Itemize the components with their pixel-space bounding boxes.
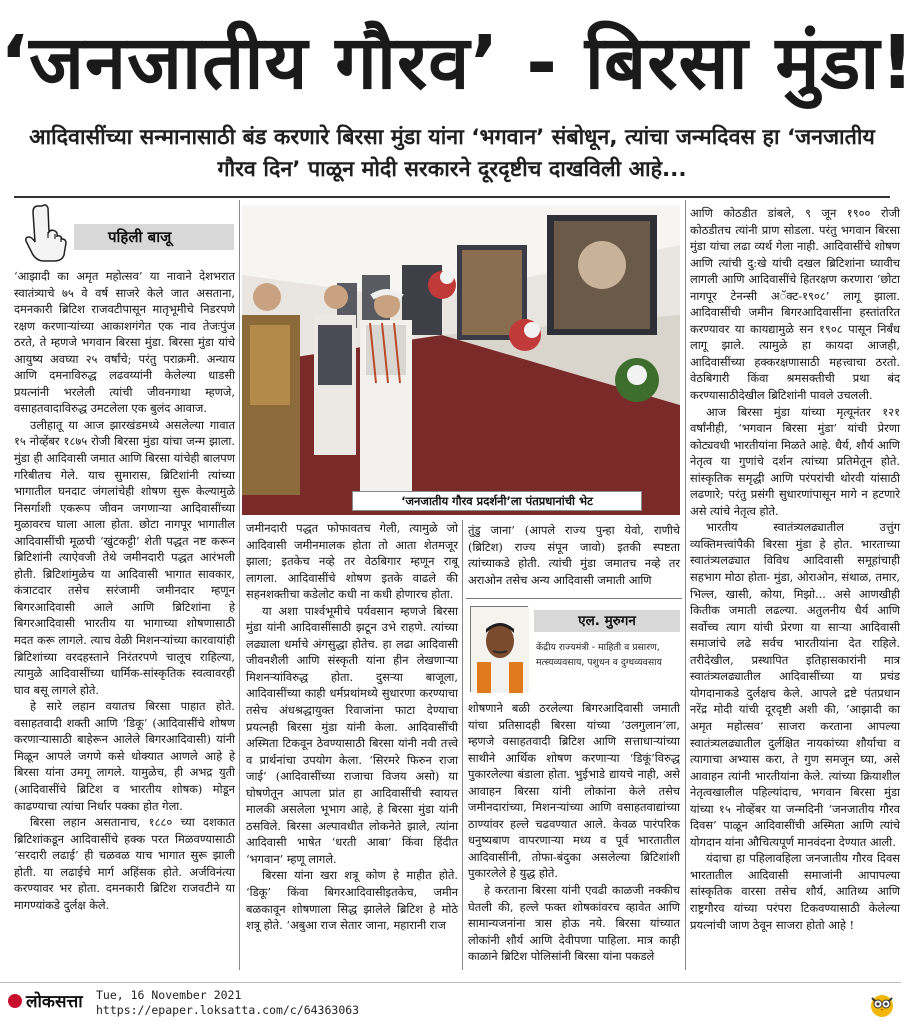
column-title-box (14, 200, 236, 266)
publication-date: Tue, 16 November 2021 (96, 988, 242, 1002)
paragraph: तुंडु जाना’ (आपले राज्य पुन्हा येवो, राणीचे (ब्रिटिश) राज्य संपून जावो) इतकी स्पष्टता त्यांच्याकडे होती. त्यांची मुंडा जमातच नव्हे तर अराओन तसेच अन्य आदिवासी जमाती आणि (468, 523, 680, 587)
owl-mascot-icon[interactable] (868, 990, 896, 1018)
subheadline: आदिवासींच्या सन्मानासाठी बंड करणारे बिरसा मुंडा यांना ‘भगवान’ संबोधून, त्यांचा जन्मदिवस हा ‘जनजातीय गौरव दिन’ पाळून मोदी सरकारने दूरदृष्टीच दाखविली आहे... (29, 125, 875, 182)
article-column-2 (246, 520, 458, 968)
paragraph: उलीहातू या आज झारखंडमध्ये असलेल्या गावात १५ नोव्हेंबर १८७५ रोजी बिरसा मुंडा यांचा जन्म झाला. मुंडा ही आदिवासी जमात आणि बिरसा यांचेही बालपण गरिबीतच गेले. याच सुमारास, ब्रिटिशांनी त्यांच्या भागातील घनदाट जंगलांचेही शोषण सुरू केल्यामुळे निसर्गाशी एकरूप जीवन जगणाऱ्या आदिवासींच्या मुळावरच घाला आला होता. छोटा नागपूर भागातील आदिवासींची मूळची ‘खुंटकट्टी’ शेती पद्धत नष्ट करून ब्रिटिशांनी त्याऐवजी तेथे जमीनदारी पद्धत आरंभली होती. ब्रिटिशांमुळेच या आदिवासी भागात सावकार, कंत्राटदार तसेच सरंजामी जमीनदार म्हणून बिगरआदिवासी आले आणि ब्रिटिशांना हे बिगरआदिवासी भारतीय या भागाच्या शोषणासाठी मदत करू लागले. त्याच वेळी मिशनऱ्यांच्या कारवायांही ब्रिटिशांच्या वरदहस्ताने निरंतरपणे चालूच राहिल्या, त्यामुळे आदिवासींच्या धार्मिक-सांस्कृतिक स्वत्वावरही घाव बसू लागले होते. (14, 417, 235, 697)
logo-text: लोकसत्ता (26, 992, 83, 1012)
author-box (466, 604, 682, 696)
footer-divider (0, 982, 901, 983)
paragraph: शोषणाने बळी ठरलेल्या बिगरआदिवासी जमाती यांचा प्रतिसादही बिरसा यांच्या ‘उलगुलान’ला, म्हणजे वसाहतवादी ब्रिटिश आणि सत्ताधाऱ्यांच्या साथीने आर्थिक शोषण करणाऱ्या ‘डिकूं’विरुद्ध पुकारलेल्या बंडाला होता. भुईभाडे द्यायचे नाही, असे आवाहन बिरसा यांनी लोकांना केले तसेच जमीनदारांच्या, मिशनऱ्यांच्या आणि वसाहतवाद्यांच्या ठाण्यांवर हल्ले चढवण्यात आले. केवळ पारंपरिक धनुष्यबाण वापरणाऱ्या मध्य व पूर्व भारतातील आदिवासींनी, तोफा-बंदुका असलेल्या ब्रिटिशांशी पुकारलेले हे युद्ध होते. (468, 701, 680, 881)
article-column-3-top (468, 522, 680, 587)
paragraph: यंदाचा हा पहिलावहिला जनजातीय गौरव दिवस भारतातील आदिवासी समाजांनी आपापल्या सांस्कृतिक वारसा तसेच शौर्य, आतिथ्य आणि राष्ट्रगौरव यांच्या परंपरा टिकवण्यासाठी केलेल्या प्रयत्नांची जाण ठेवून साजरा होतो आहे ! (690, 851, 900, 932)
publication-logo[interactable] (8, 988, 90, 1016)
column-divider (462, 520, 463, 970)
epaper-link[interactable]: https://epaper.loksatta.com/c/64363063 (96, 1003, 360, 1017)
author-portrait-icon (471, 607, 529, 693)
author-name: एल. मुरुगन (534, 610, 680, 632)
paragraph: आज बिरसा मुंडा यांच्या मृत्यूनंतर १२१ वर्षांनीही, ‘भगवान बिरसा मुंडा’ यांची प्रेरणा कोट्यवधी भारतीयांना मिळते आहे. धैर्य, शौर्य आणि नेतृत्व या गुणांचे दर्शन त्यांच्या प्रतिमेतून होते. सांस्कृतिक समृद्धी आणि परंपरांची थोरवी यांसाठी लढणारे; परंतु प्रसंगी सुधारणांपासून मागे न हटणारे असे त्यांचे नेतृत्व होते. (690, 404, 900, 518)
author-divider (466, 598, 682, 599)
article-column-1 (14, 268, 235, 968)
exhibition-photo-image (242, 205, 680, 515)
paragraph: हे करताना बिरसा यांनी एवढी काळजी नक्कीच घेतली की, हल्ले फक्त शोषकांवरच व्हावेत आणि सामान्यजनांना त्रास होऊ नये. बिरसा यांच्यात लोकांनी शौर्य आणि देवीपणा पाहिला. मात्र काही काळाने ब्रिटिश पोलिसांनी बिरसा यांना पकडले (468, 883, 680, 964)
paragraph: जमीनदारी पद्धत फोफावतच गेली, त्यामुळे जो आदिवासी जमीनमालक होता तो आता शेतमजूर झाला; इतकेच नव्हे तर वेठबिगार म्हणून राबू लागला. आदिवासींचे शोषण इतके वाढले की सहनशक्तीचा कडेलोट कधी ना कधी होणारच होता. (246, 521, 458, 602)
pointing-hand-icon (22, 202, 70, 264)
column-divider (685, 200, 686, 970)
paragraph: बिरसा लहान असतानाच, १८८० च्या दशकात ब्रिटिशांकडून आदिवासींचे हक्क परत मिळवण्यासाठी ‘सरदारी लढाई’ ही चळवळ याच भागात सुरू झाली होती. या लढाईचे मार्ग अहिंसक होते. अर्जविनंत्या करण्यावर भर होता. दमनकारी ब्रिटिश राजवटीने या मागण्यांकडे दुर्लक्ष केले. (14, 815, 235, 912)
paragraph: ‘आझादी का अमृत महोत्सव’ या नावाने देशभरात स्वातंत्र्याचे ७५ वे वर्ष साजरे केले जात असताना, दमनकारी ब्रिटिश राजवटीपासून मातृभूमीचे निडरपणे रक्षण करणाऱ्यांच्या आकाशगंगेत एक नाव तेजःपुंज ठरते, ते म्हणजे भगवान बिरसा मुंडा. बिरसा मुंडा यांचे आयुष्य अवघ्या २५ वर्षांचे; परंतु पराक्रमी. अन्याय आणि दमनाविरुद्ध लढवय्यांनी केलेल्या धाडसी प्रयत्नांनी भरलेली त्यांची जीवनगाथा म्हणजे, वसाहतवादाविरुद्ध उमटलेला एक बुलंद आवाज. (14, 269, 235, 416)
logo-mark-icon (8, 994, 22, 1008)
paragraph: बिरसा यांना खरा शत्रू कोण हे माहीत होते. ‘डिकू’ किंवा बिगरआदिवासीइतकेच, जमीन बळकावून शोषणाला सिद्ध झालेले ब्रिटिश हे मोठे शत्रू होते. ‘अबुआ राज सेतार जाना, महारानी राज (246, 868, 458, 933)
top-divider (14, 196, 890, 198)
paragraph: भारतीय स्वातंत्र्यलढ्यातील उत्तुंग व्यक्तिमत्त्वांपैकी बिरसा मुंडा हे होत. भारताच्या स्वातंत्र्यलढ्यात विविध आदिवासी समूहांचाही सहभाग मोठा होता- मुंडा, ओराओन, संथाळ, तमार, भिल्ल, खासी, कोया, मिझो... असे आणखीही कितीक जमाती लढल्या. अतुलनीय धैर्य आणि सर्वोच्च त्याग यांची प्रेरणा या साऱ्या आदिवासी समाजांचे लढे सर्वच भारतीयांना देत राहिले. तरीदेखील, प्रस्थापित इतिहासकारांनी मात्र स्वातंत्र्यलढ्यातील आदिवासींच्या या प्रचंड योगदानाकडे दुर्लक्षच केले. आपले द्रष्टे पंतप्रधान नरेंद्र मोदी यांची दूरदृष्टी अशी की, ‘आझादी का अमृत महोत्सव’ साजरा करताना आपल्या स्वातंत्र्यलढ्यातील दुर्लक्षित नायकांच्या शौर्याचा व त्यागाचा अभ्यास करा, ते गुण समजून घ्या, असे आवाहन त्यांनी भारतीयांना केले. त्यांच्या क्रियाशील नेतृत्वखालील पहिल्यांदाच, भगवान बिरसा मुंडा यांच्या १५ नोव्हेंबर या जन्मदिनी ‘जनजातीय गौरव दिवस’ पाळून आदिवासींची अस्मिता आणि त्यांचे योगदान यांना औचित्यपूर्ण मानवंदना देण्यात आली. (690, 520, 900, 849)
column-divider (239, 200, 240, 970)
article-column-4 (690, 205, 900, 970)
exhibition-photo (242, 205, 680, 515)
author-role: केंद्रीय राज्यमंत्री - माहिती व प्रसारण, मत्स्यव्यवसाय, पशुधन व दुग्धव्यवसाय (536, 642, 662, 668)
paragraph: या अशा पार्श्वभूमीचे पर्यवसान म्हणजे बिरसा मुंडा यांनी आदिवासींसाठी झटून उभे राहणे. त्यांच्या लढ्याला धर्माचे अंगसुद्धा होतेच. हा लढा आदिवासी जीवनशैली आणि संस्कृती यांना हीन लेखणाऱ्या मिशनऱ्यांविरुद्ध होता. दुसऱ्या बाजूला, आदिवासींच्या काही धर्मप्रथांमध्ये सुधारणा करण्याचा तसेच अंधश्रद्धायुक्त रिवाजांना फाटा देण्याचा प्रयत्नही बिरसा मुंडा यांनी केला. आदिवासींची अस्मिता टिकवून ठेवण्यासाठी बिरसा यांनी नवी तत्त्वे व प्रार्थनांचा उपयोग केला. ‘सिरमरे फिरुन राजा जाई’ (आदिवासींच्या राजाचा विजय असो) या घोषणेतून आपला प्रांत हा आदिवासींची स्वायत्त मालकी असलेला भूभाग आहे, हे बिरसा मुंडा यांनी ठसविले. बिरसा अल्पावधीत लोकनेते झाले, त्यांना आदिवासी भाषेत ‘धरती आबा’ किंवा हिंदीत ‘भगवान’ म्हणू लागले. (246, 603, 458, 866)
author-avatar (470, 606, 528, 692)
paragraph: हे सारे लहान वयातच बिरसा पाहात होते. वसाहतवादी शक्ती आणि ‘डिकू’ (आदिवासींचे शोषण करणाऱ्यासाठी बाहेरून आलेले बिगरआदिवासी) यांनी मिळून आपले जगणे कसे धोक्यात आणले आहे हे बिरसा यांना उमगू लागले. यामुळेच, ही अभद्र युती (आदिवासींचे ब्रिटिश व भारतीय शोषक) मोडून काढण्याचा त्यांचा निर्धार पक्का होत गेला. (14, 699, 235, 813)
article-column-3-bottom (468, 700, 680, 968)
paragraph: आणि कोठडीत डांबले, ९ जून १९०० रोजी कोठडीतच त्यांनी प्राण सोडला. परंतु भगवान बिरसा मुंडा यांचा लढा व्यर्थ गेला नाही. आदिवासींचे शोषण आणि त्यांची दु:खे यांची दखल ब्रिटिशांना घ्यावीच लागली आणि आदिवासींचे हितरक्षण करणारा ‘छोटा नागपूर टेनन्सी अॅक्ट-१९०८’ लागू झाला. आदिवासींची जमीन बिगरआदिवासींना हस्तांतरित करण्यावर या कायद्यामुळे सन १९०८ पासून निर्बंध लागू झाले. त्यामुळे हा कायदा आजही, आदिवासींच्या हक्करक्षणासाठी महत्त्वाचा ठरतो. वेठबिगारी किंवा श्रमसक्तीची प्रथा बंद करण्यासाठीदेखील ब्रिटिशांनी पावले उचलली. (690, 206, 900, 403)
headline: ‘जनजातीय गौरव’ - बिरसा मुंडा! (0, 20, 915, 106)
column-title: पहिली बाजू (74, 224, 234, 250)
photo-caption: ‘जनजातीय गौरव प्रदर्शनी’ला पंतप्रधानांची भेट (352, 491, 642, 511)
